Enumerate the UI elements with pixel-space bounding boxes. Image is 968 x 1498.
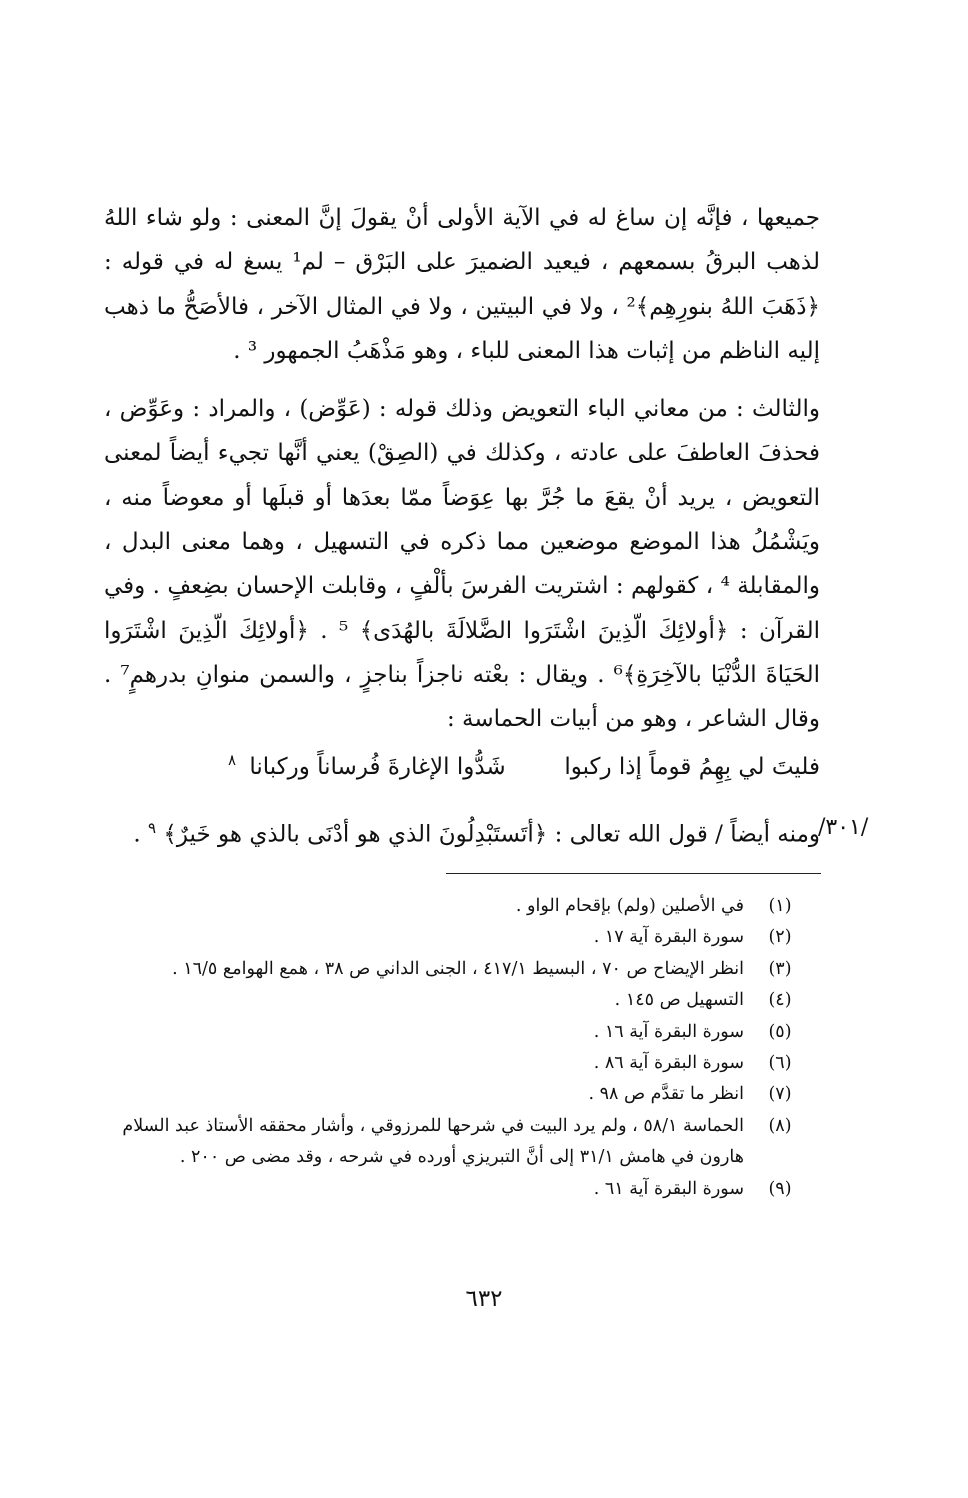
footnote	[100, 1174, 800, 1205]
footnote-text: انظر الإيضاح ص ٧٠ ، البسيط ٤١٧/١ ، الجنى الداني ص ٣٨ ، همع الهوامع ١٦/٥ .	[172, 958, 744, 979]
footnote	[100, 954, 800, 985]
footnote-number: (٧)	[768, 1084, 792, 1105]
footnote-text: سورة البقرة آية ٨٦ .	[593, 1053, 744, 1074]
footnote	[100, 1017, 800, 1048]
verse-first-hemistich: فليتَ لي بِهِمُ قوماً إذا ركبوا	[564, 753, 820, 780]
footnote-text: سورة البقرة آية ٦١ .	[593, 1178, 744, 1199]
page-number: ٦٣٢	[465, 1286, 503, 1312]
paragraph-2: والثالث : من معاني الباء التعويض وذلك قوله : (عَوِّض) ، والمراد : وعَوِّض ، فحذفَ العاطفَ على عادته ، وكذلك في (الصِقْ) يعني أنَّها تجيء أيضاً لمعنى التعويض ، يريد أنْ يقعَ ما جُرَّ بها عِوَضاً ممّا بعدَها أو قبلَها أو معوضاً منه ، ويَشْمُلُ هذا الموضع موضعين مما ذكره في التسهيل ، وهما معنى البدل ، والمقابلة ⁴ ، كقولهم : اشتريت الفرسَ بألْفٍ ، وقابلت الإحسان بضِعفٍ . وفي القرآن : ﴿أولائِكَ الّذِينَ اشْتَرَوا الضَّلالَةَ بالهُدَى﴾ ⁵ . ﴿أولائِكَ الّذِينَ اشْتَرَوا الحَيَاةَ الدُّنْيَا بالآخِرَةِ﴾⁶ . ويقال : بعْته ناجزاً بناجزٍ ، والسمن منوانِ بدرهمٍ⁷ . وقال الشاعر ، وهو من أبيات الحماسة :	[104, 396, 821, 733]
closing-line	[133, 808, 820, 855]
footnote-separator	[446, 873, 821, 874]
footnote	[100, 1048, 800, 1079]
footnote-number: (٣)	[768, 958, 792, 979]
poetry-verse	[160, 740, 820, 787]
closing-line-text: ومنه أيضاً / قول الله تعالى : ﴿أتَستَبْدِلُونَ الذي هو أدْنَى بالذي هو خَيرٌ﴾	[163, 821, 820, 848]
footnote-number: (٦)	[768, 1053, 792, 1074]
footnote-number: (٥)	[768, 1021, 792, 1042]
footnote	[100, 985, 800, 1016]
manuscript-folio-reference: /٣٠١/	[818, 815, 869, 840]
closing-footnote-mark: ٩	[147, 819, 157, 837]
footnote-number: (٩)	[768, 1178, 792, 1199]
footnote-text: التسهيل ص ١٤٥ .	[614, 990, 744, 1011]
footnote-number: (٢)	[768, 927, 792, 948]
footnote-text: سورة البقرة آية ١٧ .	[593, 927, 744, 948]
main-text	[104, 196, 820, 742]
paragraph-1: جميعها ، فإنَّه إن ساغ له في الآية الأولى أنْ يقولَ إنَّ المعنى : ولو شاء اللهُ لذهب البرقُ بسمعهم ، فيعيد الضميرَ على البَرْق – لم¹ يسغ له في قوله : ﴿ذَهَبَ اللهُ بنورِهِم﴾² ، ولا في البيتين ، ولا في المثال الآخر ، فالأصَحُّ ما ذهب إليه الناظم من إثبات هذا المعنى للباء ، وهو مَذْهَبُ الجمهور ³ .	[104, 205, 821, 364]
footnote	[100, 1111, 800, 1174]
footnote	[100, 922, 800, 953]
footnote-number: (٤)	[768, 990, 792, 1011]
footnote-text: انظر ما تقدَّم ص ٩٨ .	[588, 1084, 744, 1105]
footnote	[100, 1079, 800, 1110]
verse-second-hemistich: شَدُّوا الإغارةَ فُرساناً وركبانا	[249, 753, 506, 780]
footnote-number: (٨)	[768, 1115, 792, 1136]
verse-footnote-mark: ٨	[227, 751, 236, 769]
footnotes	[100, 891, 800, 1205]
footnote-text: في الأصلين (ولم) بإقحام الواو .	[515, 896, 744, 916]
footnote-text: الحماسة ٥٨/١ ، ولم يرد البيت في شرحها للمرزوقي ، وأشار محققه الأستاذ عبد السلام هارون في هامش ٣١/١ إلى أنَّ التبريزي أورده في شرحه ، وقد مضى ص ٢٠٠ .	[122, 1115, 744, 1168]
footnote-text: سورة البقرة آية ١٦ .	[593, 1021, 744, 1042]
closing-line-end: .	[133, 821, 141, 848]
footnote	[100, 891, 800, 922]
footnote-number: (١)	[768, 896, 792, 916]
